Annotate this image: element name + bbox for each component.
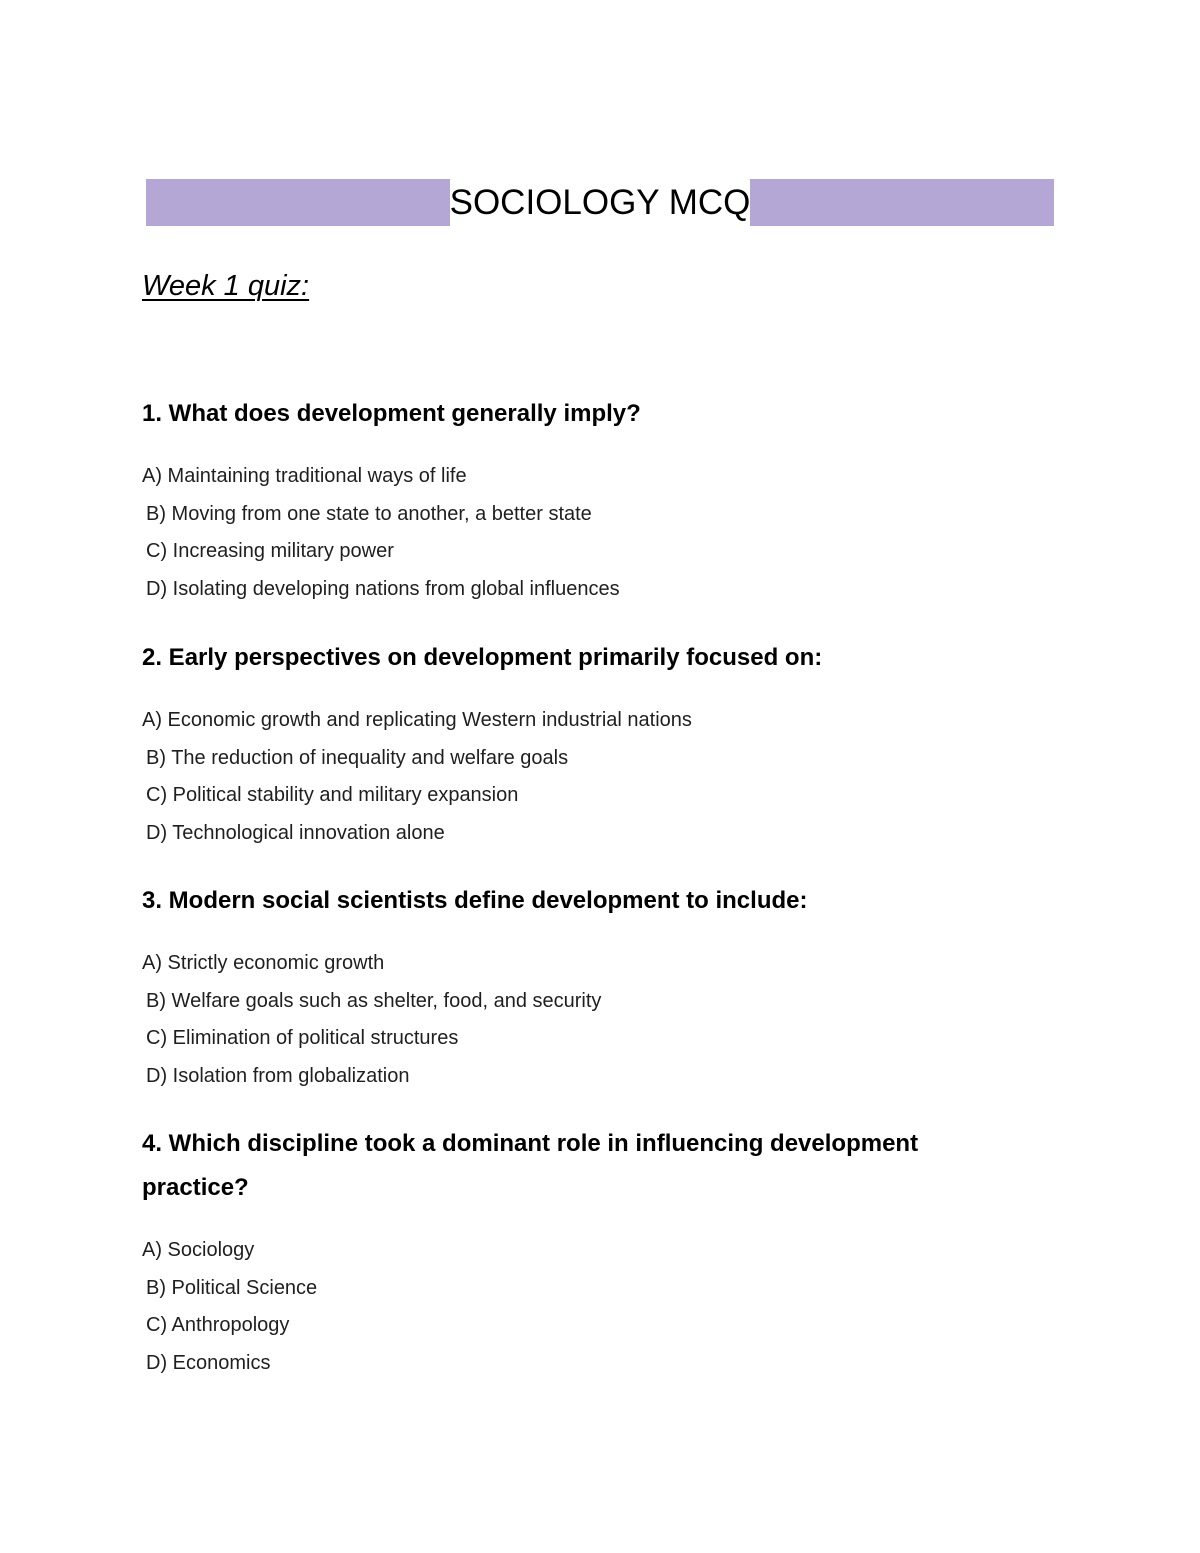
option-d: D) Economics <box>146 1351 271 1374</box>
quiz-subtitle: Week 1 quiz: <box>142 270 310 302</box>
option-list <box>142 1232 1042 1382</box>
option-list <box>142 702 1042 852</box>
option-a: A) Strictly economic growth <box>142 952 385 974</box>
option-list <box>142 945 1042 1095</box>
option-d: D) Technological innovation alone <box>146 821 445 844</box>
option-a: A) Sociology <box>142 1239 255 1261</box>
question-text: 1. What does development generally imply? <box>142 400 641 427</box>
option-c: C) Elimination of political structures <box>146 1027 459 1049</box>
option-a: A) Maintaining traditional ways of life <box>142 465 467 487</box>
option-b: B) Welfare goals such as shelter, food, and security <box>146 989 602 1012</box>
option-b: B) Political Science <box>146 1276 318 1299</box>
question-3 <box>142 879 1042 1095</box>
page-title: SOCIOLOGY MCQ <box>450 179 751 226</box>
question-2 <box>142 636 1042 852</box>
title-band-right <box>750 179 1054 226</box>
option-c: C) Political stability and military expansion <box>146 784 519 806</box>
option-c: C) Anthropology <box>146 1314 290 1336</box>
option-list <box>142 458 1042 608</box>
title-band-left <box>146 179 450 226</box>
title-banner <box>146 179 1054 226</box>
question-text: 2. Early perspectives on development primarily focused on: <box>142 644 823 671</box>
option-c: C) Increasing military power <box>146 540 394 562</box>
option-d: D) Isolation from globalization <box>146 1064 410 1087</box>
question-text: 4. Which discipline took a dominant role in influencing development practice? <box>142 1130 919 1201</box>
question-1 <box>142 392 1042 608</box>
option-a: A) Economic growth and replicating Western industrial nations <box>142 709 692 731</box>
option-d: D) Isolating developing nations from global influences <box>146 577 620 600</box>
option-b: B) The reduction of inequality and welfare goals <box>146 746 569 769</box>
question-4 <box>142 1122 1042 1382</box>
option-b: B) Moving from one state to another, a better state <box>146 502 592 525</box>
question-text: 3. Modern social scientists define development to include: <box>142 887 808 914</box>
